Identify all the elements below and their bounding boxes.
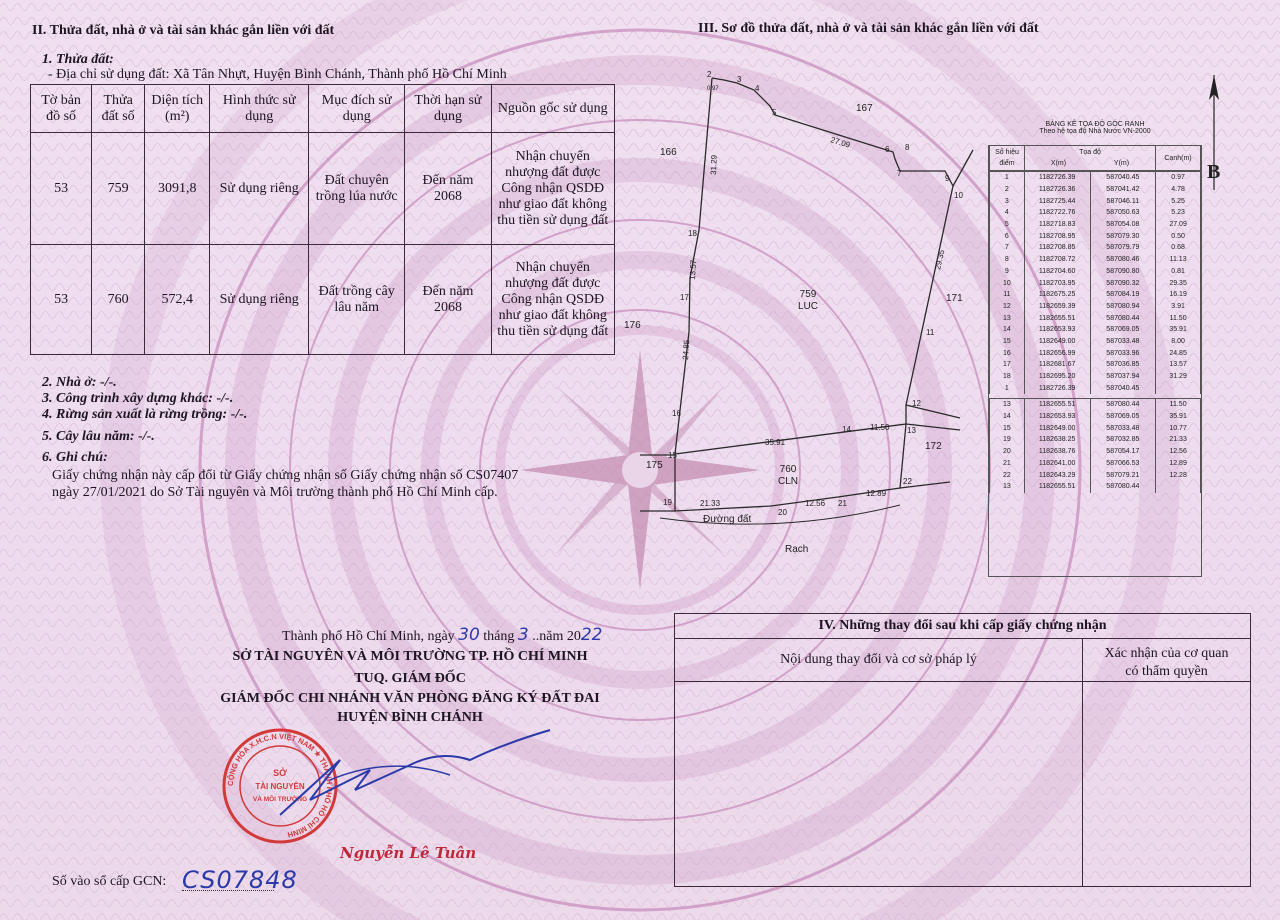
seal-ring-text: CỘNG HÒA X.H.C.N VIỆT NAM ★ THÀNH PHỐ HỒ CHÍ MINH [225, 731, 335, 840]
coord-y: 587040.45 [1090, 382, 1156, 394]
coord-row [990, 336, 1201, 348]
coord-row [990, 207, 1201, 219]
coord-x: 1182703.95 [1024, 277, 1090, 289]
director-title: GIÁM ĐỐC CHI NHÁNH VĂN PHÒNG ĐĂNG KÝ ĐẤT ĐAI [220, 691, 600, 706]
coord-y: 587046.11 [1090, 195, 1156, 207]
coord-x: 1182704.60 [1024, 266, 1090, 278]
coord-x: 1182649.00 [1024, 422, 1090, 434]
svg-text:12: 12 [912, 399, 921, 408]
coord-edge: 11.50 [1156, 399, 1201, 411]
coord-group-2 [989, 399, 1201, 493]
svg-text:27.09: 27.09 [829, 135, 852, 150]
coord-table-title [989, 121, 1201, 135]
coord-row [990, 266, 1201, 278]
cell-area: 572,4 [145, 245, 210, 355]
coord-table [988, 145, 1202, 577]
coord-edge: 5.25 [1156, 195, 1201, 207]
north-label: B [1207, 161, 1221, 183]
coord-row [990, 312, 1201, 324]
column-divider [1082, 639, 1083, 886]
coord-col-coord: Tọa độ [1079, 149, 1101, 156]
coord-point: 8 [990, 254, 1025, 266]
col-change-content: Nội dung thay đổi và cơ sở pháp lý [780, 652, 977, 667]
coord-y: 587090.80 [1090, 266, 1156, 278]
svg-text:17: 17 [680, 293, 689, 302]
coord-x: 1182659.39 [1024, 301, 1090, 313]
neighbor-parcel-label: 167 [856, 103, 873, 114]
cell-sheet: 53 [31, 245, 92, 355]
coord-edge: 8.00 [1156, 336, 1201, 348]
coord-x: 1182655.51 [1024, 481, 1090, 493]
coord-y: 587080.46 [1090, 254, 1156, 266]
coord-x: 1182726.39 [1024, 382, 1090, 394]
coord-row [990, 458, 1201, 470]
coord-point: 4 [990, 207, 1025, 219]
svg-text:0.97: 0.97 [707, 86, 719, 92]
issue-date: Thành phố Hồ Chí Minh, ngày 30 tháng 3 ..năm 2022 [282, 625, 603, 645]
coord-row [990, 382, 1201, 394]
coord-row [990, 195, 1201, 207]
coord-row [990, 371, 1201, 383]
department-name: SỞ TÀI NGUYÊN VÀ MÔI TRƯỜNG TP. HỒ CHÍ MINH [232, 649, 588, 664]
svg-text:6: 6 [885, 145, 890, 154]
coord-edge: 0.68 [1156, 242, 1201, 254]
coord-point: 15 [990, 422, 1025, 434]
cert-register-number: CS07848 [182, 866, 298, 894]
svg-text:31.29: 31.29 [709, 154, 719, 176]
coord-point: 19 [990, 434, 1025, 446]
date-day: 30 [458, 625, 480, 645]
coord-y: 587041.42 [1090, 184, 1156, 196]
coord-row [990, 324, 1201, 336]
coord-col-edge: Cạnh(m) [1156, 146, 1201, 171]
coord-point: 16 [990, 347, 1025, 359]
coord-y: 587066.53 [1090, 458, 1156, 470]
svg-text:5: 5 [772, 108, 777, 117]
cell-purpose: Đất trồng cây lâu năm [308, 245, 404, 355]
svg-text:2: 2 [707, 70, 712, 79]
cell-term: Đến năm 2068 [405, 245, 491, 355]
coord-edge: 35.91 [1156, 324, 1201, 336]
coord-x: 1182641.00 [1024, 458, 1090, 470]
signer-name: Nguyễn Lê Tuân [340, 844, 477, 862]
coord-point: 7 [990, 242, 1025, 254]
coord-x: 1182695.20 [1024, 371, 1090, 383]
svg-text:4: 4 [755, 84, 760, 93]
cell-sheet: 53 [31, 133, 92, 245]
svg-text:8: 8 [905, 143, 910, 152]
coord-x: 1182655.51 [1024, 312, 1090, 324]
coord-edge [1156, 481, 1201, 493]
coord-point: 10 [990, 277, 1025, 289]
coord-row [990, 301, 1201, 313]
coord-point: 2 [990, 184, 1025, 196]
coord-y: 587040.45 [1090, 172, 1156, 184]
coord-point: 13 [990, 312, 1025, 324]
neighbor-parcel-label: 176 [624, 320, 641, 331]
svg-text:20: 20 [778, 508, 787, 517]
coord-row [990, 230, 1201, 242]
col-area-header: Diện tích (m²) [145, 85, 210, 133]
cell-form: Sử dụng riêng [210, 245, 309, 355]
canal-label: Rạch [785, 544, 809, 555]
svg-text:35.91: 35.91 [765, 438, 786, 447]
cell-purpose: Đất chuyên trồng lúa nước [308, 133, 404, 245]
parcel-760-use-code: CLN [777, 476, 799, 487]
coord-x: 1182638.25 [1024, 434, 1090, 446]
coord-row [990, 399, 1201, 411]
coord-y: 587079.79 [1090, 242, 1156, 254]
delegation-line: TUQ. GIÁM ĐỐC [354, 671, 466, 686]
coord-edge: 27.09 [1156, 219, 1201, 231]
coord-edge: 4.78 [1156, 184, 1201, 196]
coord-edge: 11.50 [1156, 312, 1201, 324]
coord-y: 587080.44 [1090, 312, 1156, 324]
coord-point: 9 [990, 266, 1025, 278]
coord-y: 587032.85 [1090, 434, 1156, 446]
coord-y: 587037.94 [1090, 371, 1156, 383]
neighbor-parcel-label: 172 [925, 441, 942, 452]
cert-register-label: Số vào sổ cấp GCN: [52, 874, 167, 889]
svg-text:16: 16 [672, 409, 681, 418]
coord-point: 11 [990, 289, 1025, 301]
cell-form: Sử dụng riêng [210, 133, 309, 245]
coord-edge: 10.77 [1156, 422, 1201, 434]
coord-row [990, 289, 1201, 301]
coord-point: 3 [990, 195, 1025, 207]
coord-edge [1156, 382, 1201, 394]
coord-row [990, 277, 1201, 289]
coord-point: 1 [990, 172, 1025, 184]
col-form-header: Hình thức sử dụng [210, 85, 309, 133]
coord-edge: 35.91 [1156, 411, 1201, 423]
coord-x: 1182653.93 [1024, 324, 1090, 336]
coord-point: 12 [990, 301, 1025, 313]
coord-x: 1182638.76 [1024, 446, 1090, 458]
construction-line: 3. Công trình xây dựng khác: -/-. [42, 391, 234, 406]
cell-parcel: 759 [92, 133, 145, 245]
svg-text:21.33: 21.33 [700, 499, 721, 508]
svg-text:15: 15 [668, 451, 677, 460]
cell-origin: Nhận chuyển nhượng đất được Công nhận QSDĐ như giao đất không thu tiền sử dụng đất [491, 133, 614, 245]
svg-text:22: 22 [903, 477, 912, 486]
cell-area: 3091,8 [145, 133, 210, 245]
coord-row [990, 411, 1201, 423]
table-row [31, 245, 615, 355]
coord-y: 587036.85 [1090, 359, 1156, 371]
coord-y: 587050.63 [1090, 207, 1156, 219]
svg-text:18: 18 [688, 229, 697, 238]
coord-x: 1182726.36 [1024, 184, 1090, 196]
coord-x: 1182722.76 [1024, 207, 1090, 219]
coord-y: 587069.05 [1090, 324, 1156, 336]
changes-section [674, 613, 1251, 887]
parcel-759-number: 759 [799, 289, 817, 300]
coord-x: 1182675.25 [1024, 289, 1090, 301]
coord-edge: 16.19 [1156, 289, 1201, 301]
svg-text:9: 9 [945, 174, 950, 183]
coord-point: 20 [990, 446, 1025, 458]
col-purpose-header: Mục đích sử dụng [308, 85, 404, 133]
svg-text:12.56: 12.56 [805, 499, 826, 508]
coord-row [990, 254, 1201, 266]
parcel-759-boundary [675, 78, 953, 454]
coord-point: 14 [990, 324, 1025, 336]
changes-header [675, 639, 1250, 682]
coord-x: 1182708.95 [1024, 230, 1090, 242]
north-arrow-icon [1198, 70, 1232, 200]
col-term-header: Thời hạn sử dụng [405, 85, 491, 133]
coord-point: 22 [990, 469, 1025, 481]
coord-edge: 12.28 [1156, 469, 1201, 481]
coord-point: 14 [990, 411, 1025, 423]
coord-y: 587054.08 [1090, 219, 1156, 231]
svg-text:3: 3 [737, 75, 742, 84]
coord-table-header [989, 146, 1201, 171]
date-month-word: tháng [483, 629, 515, 644]
coord-edge: 0.97 [1156, 172, 1201, 184]
svg-text:21: 21 [838, 499, 847, 508]
coord-point: 17 [990, 359, 1025, 371]
seal-text-2: TÀI NGUYÊN [255, 782, 305, 791]
section4-title: IV. Những thay đổi sau khi cấp giấy chứng nhận [675, 614, 1250, 639]
coord-edge: 5.23 [1156, 207, 1201, 219]
col-authority-confirm-1: Xác nhận của cơ quan [1104, 646, 1229, 661]
perennial-line: 5. Cây lâu năm: -/-. [42, 429, 155, 444]
coord-table-heading: BẢNG KÊ TỌA ĐỘ GÓC RANH [1045, 121, 1145, 128]
coord-y: 587080.44 [1090, 399, 1156, 411]
coord-x: 1182681.67 [1024, 359, 1090, 371]
coord-table-subheading: Theo hệ tọa độ Nhà Nước VN-2000 [1039, 128, 1151, 135]
coord-edge: 0.50 [1156, 230, 1201, 242]
coord-y: 587069.05 [1090, 411, 1156, 423]
coord-point: 13 [990, 481, 1025, 493]
col-origin-header: Nguồn gốc sử dụng [491, 85, 614, 133]
neighbor-parcel-label: 175 [646, 460, 663, 471]
coord-edge: 3.91 [1156, 301, 1201, 313]
parcel-760-number: 760 [779, 464, 797, 475]
coord-point: 6 [990, 230, 1025, 242]
coord-y: 587054.17 [1090, 446, 1156, 458]
land-address: - Địa chỉ sử dụng đất: Xã Tân Nhựt, Huyện Bình Chánh, Thành phố Hồ Chí Minh [48, 67, 507, 82]
coord-row [990, 434, 1201, 446]
coord-row [990, 422, 1201, 434]
coord-x: 1182726.39 [1024, 172, 1090, 184]
coord-col-x: X(m) [1050, 160, 1067, 167]
coord-point: 15 [990, 336, 1025, 348]
section3-title: III. Sơ đồ thửa đất, nhà ở và tài sản khác gắn liền với đất [698, 21, 1039, 36]
coord-edge: 29.35 [1156, 277, 1201, 289]
coord-row [990, 446, 1201, 458]
col-parcel-header: Thửa đất số [92, 85, 145, 133]
svg-text:11.50: 11.50 [870, 423, 890, 432]
coord-y: 587033.48 [1090, 336, 1156, 348]
parcel-map [600, 60, 990, 580]
coord-x: 1182718.83 [1024, 219, 1090, 231]
cell-parcel: 760 [92, 245, 145, 355]
neighbor-parcel-label: 171 [946, 293, 963, 304]
seal-text-1: SỞ [273, 768, 287, 778]
coord-row [990, 172, 1201, 184]
road-label: Đường đất [703, 514, 752, 525]
notes-heading: 6. Ghi chú: [42, 450, 108, 465]
coord-edge: 13.57 [1156, 359, 1201, 371]
coord-x: 1182656.99 [1024, 347, 1090, 359]
date-prefix: Thành phố Hồ Chí Minh, ngày [282, 629, 455, 644]
cert-number-underline [182, 890, 274, 891]
coord-edge: 12.89 [1156, 458, 1201, 470]
coord-col-y: Y(m) [1113, 160, 1130, 167]
coord-x: 1182655.51 [1024, 399, 1090, 411]
coord-row [990, 184, 1201, 196]
coord-point: 5 [990, 219, 1025, 231]
table-header-row [31, 85, 615, 133]
col-sheet-header: Tờ bản đồ số [31, 85, 92, 133]
neighbor-boundary-line [953, 150, 973, 186]
section2-title: II. Thửa đất, nhà ở và tài sản khác gắn liền với đất [32, 23, 335, 38]
svg-text:13.57: 13.57 [688, 259, 699, 281]
date-year: 22 [580, 625, 603, 645]
svg-text:29.35: 29.35 [933, 248, 947, 271]
coord-col-point: Số hiệu điểm [990, 146, 1025, 171]
coord-edge: 12.56 [1156, 446, 1201, 458]
cell-term: Đến năm 2068 [405, 133, 491, 245]
coord-y: 587080.94 [1090, 301, 1156, 313]
date-month: 3 [517, 625, 529, 645]
coord-edge: 11.13 [1156, 254, 1201, 266]
coord-group-1 [989, 172, 1201, 394]
coord-row [990, 219, 1201, 231]
svg-text:14: 14 [842, 425, 851, 434]
svg-text:12.89: 12.89 [866, 489, 887, 498]
coord-y: 587033.96 [1090, 347, 1156, 359]
notes-line-2: ngày 27/01/2021 do Sở Tài nguyên và Môi trường thành phố Hồ Chí Minh cấp. [52, 485, 498, 500]
svg-text:24.85: 24.85 [681, 339, 692, 361]
neighbor-parcel-label: 166 [660, 147, 677, 158]
coord-point: 13 [990, 399, 1025, 411]
date-year-word: năm 20 [539, 629, 581, 644]
table-row [31, 133, 615, 245]
coord-x: 1182725.44 [1024, 195, 1090, 207]
seal-text-3: VÀ MÔI TRƯỜNG [252, 796, 308, 803]
svg-text:13: 13 [907, 426, 916, 435]
coord-row [990, 347, 1201, 359]
house-line: 2. Nhà ở: -/-. [42, 375, 117, 390]
coord-y: 587090.32 [1090, 277, 1156, 289]
coord-row [990, 359, 1201, 371]
coord-x: 1182708.72 [1024, 254, 1090, 266]
coord-y: 587033.48 [1090, 422, 1156, 434]
district-name: HUYỆN BÌNH CHÁNH [337, 710, 483, 725]
coord-point: 18 [990, 371, 1025, 383]
notes-line-1: Giấy chứng nhận này cấp đổi từ Giấy chứng nhận số Giấy chứng nhận số CS07407 [52, 468, 519, 483]
coord-y: 587084.19 [1090, 289, 1156, 301]
coord-y: 587079.21 [1090, 469, 1156, 481]
svg-text:11: 11 [926, 328, 935, 337]
coord-edge: 21.33 [1156, 434, 1201, 446]
coord-x: 1182653.93 [1024, 411, 1090, 423]
coord-edge: 0.81 [1156, 266, 1201, 278]
coord-point: 1 [990, 382, 1025, 394]
coord-y: 587079.30 [1090, 230, 1156, 242]
svg-text:10: 10 [954, 191, 963, 200]
coord-point: 21 [990, 458, 1025, 470]
coord-edge: 24.85 [1156, 347, 1201, 359]
parcel-759-use-code: LUC [797, 301, 819, 312]
col-authority-confirm-2: có thẩm quyền [1125, 664, 1208, 679]
coord-x: 1182708.85 [1024, 242, 1090, 254]
coord-row [990, 469, 1201, 481]
cell-origin: Nhận chuyển nhượng đất được Công nhận QSDĐ như giao đất không thu tiền sử dụng đất [491, 245, 614, 355]
coord-row [990, 481, 1201, 493]
coord-edge: 31.29 [1156, 371, 1201, 383]
svg-text:7: 7 [897, 169, 902, 178]
parcel-heading: 1. Thửa đất: [42, 52, 114, 67]
coord-row [990, 242, 1201, 254]
handwritten-signature [270, 720, 560, 830]
svg-text:19: 19 [663, 498, 672, 507]
coord-x: 1182643.29 [1024, 469, 1090, 481]
forest-line: 4. Rừng sản xuất là rừng trồng: -/-. [42, 407, 248, 422]
land-parcel-table [30, 84, 615, 355]
coord-y: 587080.44 [1090, 481, 1156, 493]
coord-x: 1182649.00 [1024, 336, 1090, 348]
